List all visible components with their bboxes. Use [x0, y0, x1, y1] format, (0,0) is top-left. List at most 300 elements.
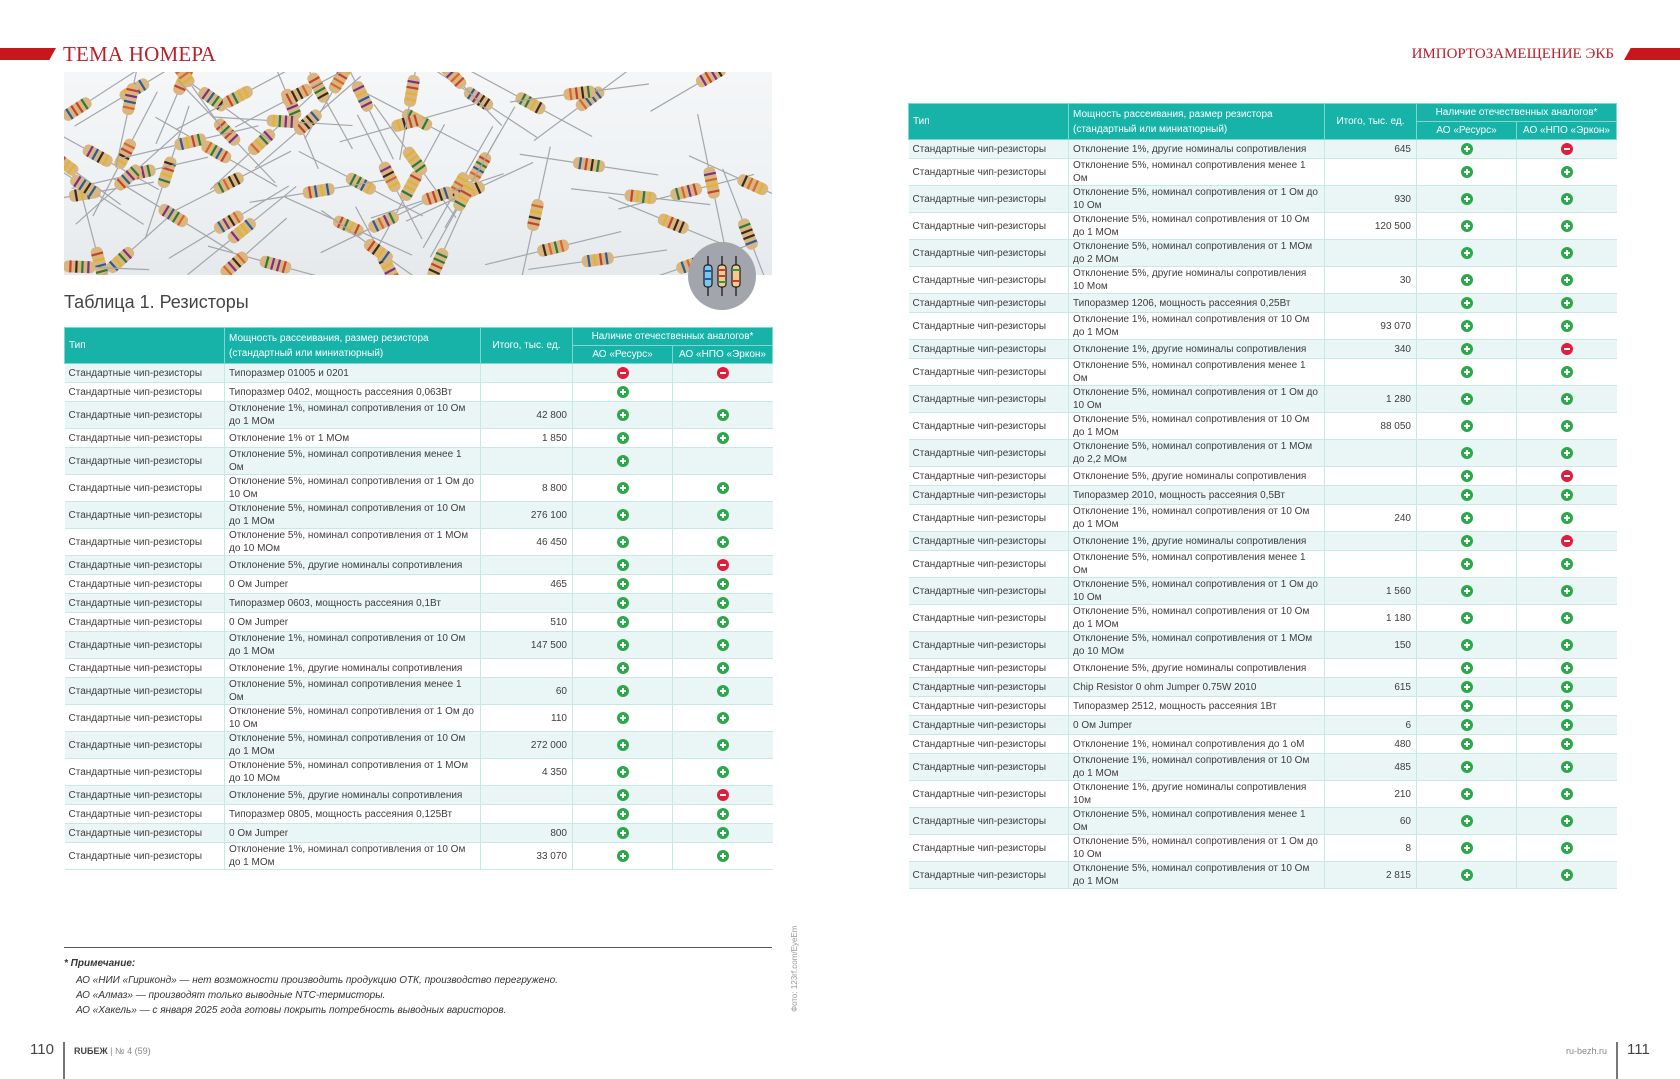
cell-description: Chip Resistor 0 ohm Jumper 0.75W 2010: [1069, 678, 1325, 697]
plus-circle-icon: [1561, 366, 1573, 378]
table-row: [909, 159, 1617, 186]
cell-resurs: [1417, 340, 1517, 359]
resistors-photo-illustration: [64, 72, 772, 275]
cell-resurs: [573, 402, 673, 429]
minus-circle-icon: [717, 559, 729, 571]
table-row: [65, 448, 773, 475]
cell-total: 2 815: [1325, 862, 1417, 889]
cell-total: 6: [1325, 716, 1417, 735]
cell-type: Стандартные чип-резисторы: [909, 359, 1069, 386]
plus-circle-icon: [1561, 220, 1573, 232]
table-row: [909, 754, 1617, 781]
plus-circle-icon: [717, 850, 729, 862]
column-header-analogs: Наличие отечественных аналогов*: [573, 328, 773, 346]
table-row: [65, 705, 773, 732]
cell-total: [481, 786, 573, 805]
cell-resurs: [1417, 716, 1517, 735]
footnote-line: АО «НИИ «Гириконд» — нет возможности производить продукцию ОТК, производство перегружено.: [76, 975, 558, 986]
plus-circle-icon: [617, 789, 629, 801]
cell-total: 147 500: [481, 632, 573, 659]
cell-resurs: [1417, 835, 1517, 862]
table-row: [909, 505, 1617, 532]
cell-erkon: [1517, 386, 1617, 413]
plus-circle-icon: [717, 409, 729, 421]
footer-divider-left: [63, 1042, 65, 1079]
cell-description: 0 Ом Jumper: [1069, 716, 1325, 735]
cell-description: Отклонение 1%, номинал сопротивления до 1 оМ: [1069, 735, 1325, 754]
cell-erkon: [1517, 754, 1617, 781]
cell-total: 276 100: [481, 502, 573, 529]
plus-circle-icon: [1461, 585, 1473, 597]
cell-resurs: [1417, 386, 1517, 413]
plus-circle-icon: [1561, 761, 1573, 773]
cell-description: Отклонение 5%, другие номиналы сопротивления 10 Мом: [1069, 267, 1325, 294]
plus-circle-icon: [617, 685, 629, 697]
table-row: [65, 824, 773, 843]
cell-resurs: [1417, 862, 1517, 889]
cell-erkon: [673, 556, 773, 575]
cell-resurs: [1417, 532, 1517, 551]
resistor-shape: [692, 113, 732, 253]
resistors-icon-badge: [688, 242, 756, 310]
cell-erkon: [673, 364, 773, 383]
table-row: [909, 386, 1617, 413]
cell-type: Стандартные чип-резисторы: [65, 678, 225, 705]
column-header-erkon: АО «НПО «Эркон»: [1517, 122, 1617, 140]
cell-erkon: [1517, 697, 1617, 716]
cell-total: [1325, 697, 1417, 716]
plus-circle-icon: [1461, 320, 1473, 332]
plus-circle-icon: [617, 639, 629, 651]
cell-type: Стандартные чип-резисторы: [65, 575, 225, 594]
plus-circle-icon: [1561, 738, 1573, 750]
cell-description: Отклонение 1%, номинал сопротивления от 10 Ом до 1 МОм: [1069, 313, 1325, 340]
note-divider: [64, 947, 772, 948]
cell-resurs: [1417, 213, 1517, 240]
cell-resurs: [1417, 678, 1517, 697]
plus-circle-icon: [617, 536, 629, 548]
cell-total: [1325, 159, 1417, 186]
cell-type: Стандартные чип-резисторы: [909, 605, 1069, 632]
table-row: [909, 213, 1617, 240]
column-header-power: Мощность рассеивания, размер резистора (стандартный или миниатюрный): [1069, 104, 1325, 140]
cell-resurs: [573, 529, 673, 556]
cell-description: Отклонение 5%, другие номиналы сопротивления: [1069, 467, 1325, 486]
plus-circle-icon: [717, 766, 729, 778]
cell-type: Стандартные чип-резисторы: [65, 529, 225, 556]
table-row: [909, 862, 1617, 889]
table-row: [909, 781, 1617, 808]
cell-erkon: [1517, 678, 1617, 697]
cell-total: 30: [1325, 267, 1417, 294]
cell-total: 272 000: [481, 732, 573, 759]
table-row: [909, 697, 1617, 716]
cell-resurs: [1417, 632, 1517, 659]
cell-total: [1325, 659, 1417, 678]
cell-resurs: [1417, 505, 1517, 532]
plus-circle-icon: [1561, 558, 1573, 570]
cell-total: [1325, 532, 1417, 551]
plus-circle-icon: [1461, 220, 1473, 232]
cell-description: Отклонение 1%, номинал сопротивления от 10 Ом до 1 МОм: [225, 843, 481, 870]
resistors-table-right: [908, 103, 1617, 889]
table-row: [909, 186, 1617, 213]
plus-circle-icon: [1461, 842, 1473, 854]
cell-description: Отклонение 1%, номинал сопротивления от 10 Ом до 1 МОм: [225, 632, 481, 659]
cell-total: [1325, 551, 1417, 578]
cell-resurs: [1417, 735, 1517, 754]
cell-resurs: [1417, 578, 1517, 605]
cell-description: Типоразмер 2512, мощность рассеяния 1Вт: [1069, 697, 1325, 716]
table-row: [909, 359, 1617, 386]
table-row: [909, 532, 1617, 551]
cell-resurs: [573, 632, 673, 659]
cell-total: 120 500: [1325, 213, 1417, 240]
cell-type: Стандартные чип-резисторы: [909, 486, 1069, 505]
cell-type: Стандартные чип-резисторы: [65, 659, 225, 678]
resistor-shape: [519, 148, 659, 181]
cell-resurs: [573, 575, 673, 594]
cell-description: Отклонение 5%, номинал сопротивления от 1 Ом до 10 Ом: [1069, 578, 1325, 605]
cell-type: Стандартные чип-резисторы: [909, 440, 1069, 467]
cell-total: 1 850: [481, 429, 573, 448]
cell-resurs: [1417, 413, 1517, 440]
cell-resurs: [573, 786, 673, 805]
cell-type: Стандартные чип-резисторы: [909, 716, 1069, 735]
plus-circle-icon: [1461, 738, 1473, 750]
plus-circle-icon: [1561, 662, 1573, 674]
cell-type: Стандартные чип-резисторы: [909, 808, 1069, 835]
cell-resurs: [1417, 781, 1517, 808]
table-row: [909, 678, 1617, 697]
cell-description: Отклонение 5%, номинал сопротивления от 1 МОм до 2,2 МОм: [1069, 440, 1325, 467]
minus-circle-icon: [617, 367, 629, 379]
table-row: [909, 340, 1617, 359]
column-header-analogs: Наличие отечественных аналогов*: [1417, 104, 1617, 122]
cell-description: Отклонение 1%, другие номиналы сопротивления: [1069, 532, 1325, 551]
cell-erkon: [673, 632, 773, 659]
plus-circle-icon: [1561, 166, 1573, 178]
cell-type: Стандартные чип-резисторы: [909, 140, 1069, 159]
cell-erkon: [673, 429, 773, 448]
table-row: [65, 575, 773, 594]
cell-description: 0 Ом Jumper: [225, 575, 481, 594]
plus-circle-icon: [717, 827, 729, 839]
cell-total: [481, 556, 573, 575]
cell-resurs: [1417, 659, 1517, 678]
table-row: [909, 735, 1617, 754]
cell-resurs: [573, 429, 673, 448]
cell-total: 1 180: [1325, 605, 1417, 632]
table-row: [65, 805, 773, 824]
cell-description: Отклонение 1%, другие номиналы сопротивления: [1069, 140, 1325, 159]
cell-resurs: [1417, 140, 1517, 159]
table-row: [909, 716, 1617, 735]
plus-circle-icon: [1461, 700, 1473, 712]
cell-description: Отклонение 1%, другие номиналы сопротивления: [225, 659, 481, 678]
cell-erkon: [1517, 267, 1617, 294]
cell-type: Стандартные чип-резисторы: [65, 632, 225, 659]
cell-description: Отклонение 5%, номинал сопротивления от 1 МОм до 10 МОм: [225, 759, 481, 786]
table-row: [65, 732, 773, 759]
cell-erkon: [1517, 716, 1617, 735]
cell-type: Стандартные чип-резисторы: [65, 383, 225, 402]
table-row: [65, 613, 773, 632]
plus-circle-icon: [717, 662, 729, 674]
plus-circle-icon: [717, 808, 729, 820]
cell-erkon: [1517, 240, 1617, 267]
cell-total: 110: [481, 705, 573, 732]
minus-circle-icon: [717, 367, 729, 379]
cell-description: Отклонение 5%, номинал сопротивления от 1 Ом до 10 Ом: [225, 475, 481, 502]
cell-type: Стандартные чип-резисторы: [909, 632, 1069, 659]
minus-circle-icon: [1561, 343, 1573, 355]
cell-type: Стандартные чип-резисторы: [909, 213, 1069, 240]
resistor-shape: [530, 72, 649, 145]
plus-circle-icon: [1461, 489, 1473, 501]
plus-circle-icon: [1561, 247, 1573, 259]
cell-description: Отклонение 5%, номинал сопротивления от 10 Ом до 1 МОм: [1069, 605, 1325, 632]
cell-description: Отклонение 5%, номинал сопротивления менее 1 Ом: [1069, 551, 1325, 578]
cell-erkon: [673, 759, 773, 786]
plus-circle-icon: [1461, 639, 1473, 651]
table-row: [65, 475, 773, 502]
cell-erkon: [673, 613, 773, 632]
section-title-right: ИМПОРТОЗАМЕЩЕНИЕ ЭКБ: [1411, 46, 1614, 62]
cell-resurs: [573, 475, 673, 502]
cell-description: Отклонение 1%, другие номиналы сопротивления 10м: [1069, 781, 1325, 808]
cell-type: Стандартные чип-резисторы: [65, 594, 225, 613]
plus-circle-icon: [617, 597, 629, 609]
cell-type: Стандартные чип-резисторы: [65, 805, 225, 824]
plus-circle-icon: [717, 639, 729, 651]
minus-circle-icon: [1561, 143, 1573, 155]
cell-resurs: [573, 383, 673, 402]
plus-circle-icon: [1561, 420, 1573, 432]
plus-circle-icon: [1461, 366, 1473, 378]
cell-type: Стандартные чип-резисторы: [909, 551, 1069, 578]
cell-type: Стандартные чип-резисторы: [65, 502, 225, 529]
column-header-type: Тип: [909, 104, 1069, 140]
cell-total: 510: [481, 613, 573, 632]
resistor-shape: [647, 72, 772, 116]
website-link[interactable]: ru-bezh.ru: [1566, 1046, 1608, 1056]
cell-total: [1325, 240, 1417, 267]
plus-circle-icon: [617, 578, 629, 590]
cell-erkon: [1517, 551, 1617, 578]
magazine-info: [74, 1046, 151, 1056]
plus-circle-icon: [1561, 815, 1573, 827]
cell-total: 485: [1325, 754, 1417, 781]
plus-circle-icon: [617, 455, 629, 467]
plus-circle-icon: [1461, 143, 1473, 155]
cell-type: Стандартные чип-резисторы: [909, 313, 1069, 340]
plus-circle-icon: [617, 850, 629, 862]
cell-resurs: [1417, 359, 1517, 386]
cell-description: Отклонение 5%, другие номиналы сопротивления: [1069, 659, 1325, 678]
plus-circle-icon: [1461, 166, 1473, 178]
plus-circle-icon: [1461, 719, 1473, 731]
cell-total: [481, 805, 573, 824]
cell-erkon: [1517, 735, 1617, 754]
cell-resurs: [1417, 294, 1517, 313]
cell-erkon: [673, 594, 773, 613]
plus-circle-icon: [617, 808, 629, 820]
cell-type: Стандартные чип-резисторы: [909, 781, 1069, 808]
cell-type: Стандартные чип-резисторы: [909, 735, 1069, 754]
cell-erkon: [1517, 532, 1617, 551]
cell-total: 93 070: [1325, 313, 1417, 340]
cell-erkon: [673, 402, 773, 429]
plus-circle-icon: [1561, 512, 1573, 524]
plus-circle-icon: [1461, 420, 1473, 432]
table-row: [65, 678, 773, 705]
cell-resurs: [1417, 267, 1517, 294]
cell-type: Стандартные чип-резисторы: [65, 613, 225, 632]
cell-erkon: [1517, 186, 1617, 213]
plus-circle-icon: [1461, 535, 1473, 547]
plus-circle-icon: [717, 685, 729, 697]
cell-type: Стандартные чип-резисторы: [909, 386, 1069, 413]
cell-total: 930: [1325, 186, 1417, 213]
cell-resurs: [573, 678, 673, 705]
cell-description: 0 Ом Jumper: [225, 824, 481, 843]
table-row: [909, 440, 1617, 467]
cell-resurs: [573, 705, 673, 732]
cell-erkon: [673, 502, 773, 529]
plus-circle-icon: [717, 509, 729, 521]
cell-resurs: [1417, 551, 1517, 578]
plus-circle-icon: [1561, 788, 1573, 800]
cell-type: Стандартные чип-резисторы: [909, 697, 1069, 716]
cell-total: 46 450: [481, 529, 573, 556]
cell-type: Стандартные чип-резисторы: [909, 186, 1069, 213]
cell-erkon: [1517, 467, 1617, 486]
cell-type: Стандартные чип-резисторы: [909, 505, 1069, 532]
plus-circle-icon: [1461, 297, 1473, 309]
cell-erkon: [673, 659, 773, 678]
cell-description: Типоразмер 0603, мощность рассеяния 0,1Вт: [225, 594, 481, 613]
cell-type: Стандартные чип-резисторы: [65, 759, 225, 786]
column-header-resurs: АО «Ресурс»: [1417, 122, 1517, 140]
cell-resurs: [573, 364, 673, 383]
plus-circle-icon: [1461, 247, 1473, 259]
table-row: [65, 529, 773, 556]
cell-erkon: [1517, 808, 1617, 835]
plus-circle-icon: [1461, 662, 1473, 674]
cell-description: Отклонение 5%, номинал сопротивления от 10 Ом до 1 МОм: [1069, 413, 1325, 440]
cell-type: Стандартные чип-резисторы: [909, 862, 1069, 889]
cell-erkon: [1517, 159, 1617, 186]
cell-total: 33 070: [481, 843, 573, 870]
table-caption: Таблица 1. Резисторы: [64, 292, 249, 312]
plus-circle-icon: [1461, 612, 1473, 624]
table-row: [65, 502, 773, 529]
cell-description: 0 Ом Jumper: [225, 613, 481, 632]
plus-circle-icon: [1561, 489, 1573, 501]
plus-circle-icon: [1461, 470, 1473, 482]
cell-resurs: [573, 448, 673, 475]
cell-resurs: [573, 594, 673, 613]
cell-description: Отклонение 5%, номинал сопротивления менее 1 Ом: [225, 678, 481, 705]
resistor-shape: [417, 72, 540, 142]
cell-total: [1325, 467, 1417, 486]
table-row: [909, 313, 1617, 340]
cell-total: 480: [1325, 735, 1417, 754]
table-row: [65, 402, 773, 429]
cell-erkon: [1517, 294, 1617, 313]
cell-type: Стандартные чип-резисторы: [65, 705, 225, 732]
cell-erkon: [1517, 835, 1617, 862]
cell-erkon: [673, 824, 773, 843]
cell-description: Отклонение 5%, номинал сопротивления от 10 Ом до 1 МОм: [225, 502, 481, 529]
cell-description: Отклонение 5%, номинал сопротивления от 1 Ом до 10 Ом: [225, 705, 481, 732]
table-row: [65, 786, 773, 805]
cell-erkon: [673, 383, 773, 402]
column-header-erkon: АО «НПО «Эркон»: [673, 346, 773, 364]
cell-resurs: [1417, 159, 1517, 186]
cell-total: 88 050: [1325, 413, 1417, 440]
table-row: [65, 556, 773, 575]
cell-type: Стандартные чип-резисторы: [909, 659, 1069, 678]
plus-circle-icon: [1561, 842, 1573, 854]
plus-circle-icon: [717, 482, 729, 494]
photo-credit: Фото: 123rf.com/EyeEm: [790, 925, 799, 1012]
cell-resurs: [573, 805, 673, 824]
column-header-resurs: АО «Ресурс»: [573, 346, 673, 364]
cell-total: 60: [481, 678, 573, 705]
cell-resurs: [1417, 186, 1517, 213]
plus-circle-icon: [717, 536, 729, 548]
cell-description: Отклонение 5%, номинал сопротивления от 1 МОм до 10 МОм: [225, 529, 481, 556]
plus-circle-icon: [1561, 297, 1573, 309]
plus-circle-icon: [617, 662, 629, 674]
section-title-left: ТЕМА НОМЕРА: [63, 42, 216, 66]
cell-resurs: [573, 659, 673, 678]
cell-type: Стандартные чип-резисторы: [909, 532, 1069, 551]
cell-total: [481, 448, 573, 475]
cell-erkon: [1517, 213, 1617, 240]
cell-type: Стандартные чип-резисторы: [909, 754, 1069, 781]
table-row: [909, 835, 1617, 862]
cell-description: Отклонение 5%, номинал сопротивления от 1 Ом до 10 Ом: [1069, 386, 1325, 413]
plus-circle-icon: [617, 827, 629, 839]
cell-resurs: [573, 843, 673, 870]
cell-type: Стандартные чип-резисторы: [65, 364, 225, 383]
plus-circle-icon: [1561, 612, 1573, 624]
cell-resurs: [1417, 467, 1517, 486]
cell-erkon: [673, 786, 773, 805]
cell-erkon: [673, 448, 773, 475]
plus-circle-icon: [717, 578, 729, 590]
cell-erkon: [1517, 632, 1617, 659]
magazine-name: RUБЕЖ: [74, 1046, 108, 1056]
cell-erkon: [1517, 781, 1617, 808]
cell-erkon: [1517, 862, 1617, 889]
table-row: [65, 759, 773, 786]
plus-circle-icon: [617, 409, 629, 421]
cell-erkon: [673, 678, 773, 705]
resistors-photo: [64, 72, 772, 275]
cell-erkon: [673, 732, 773, 759]
plus-circle-icon: [717, 739, 729, 751]
plus-circle-icon: [1561, 447, 1573, 459]
plus-circle-icon: [1561, 719, 1573, 731]
plus-circle-icon: [1561, 393, 1573, 405]
cell-description: Отклонение 5%, другие номиналы сопротивления: [225, 786, 481, 805]
cell-total: [1325, 440, 1417, 467]
cell-erkon: [1517, 413, 1617, 440]
